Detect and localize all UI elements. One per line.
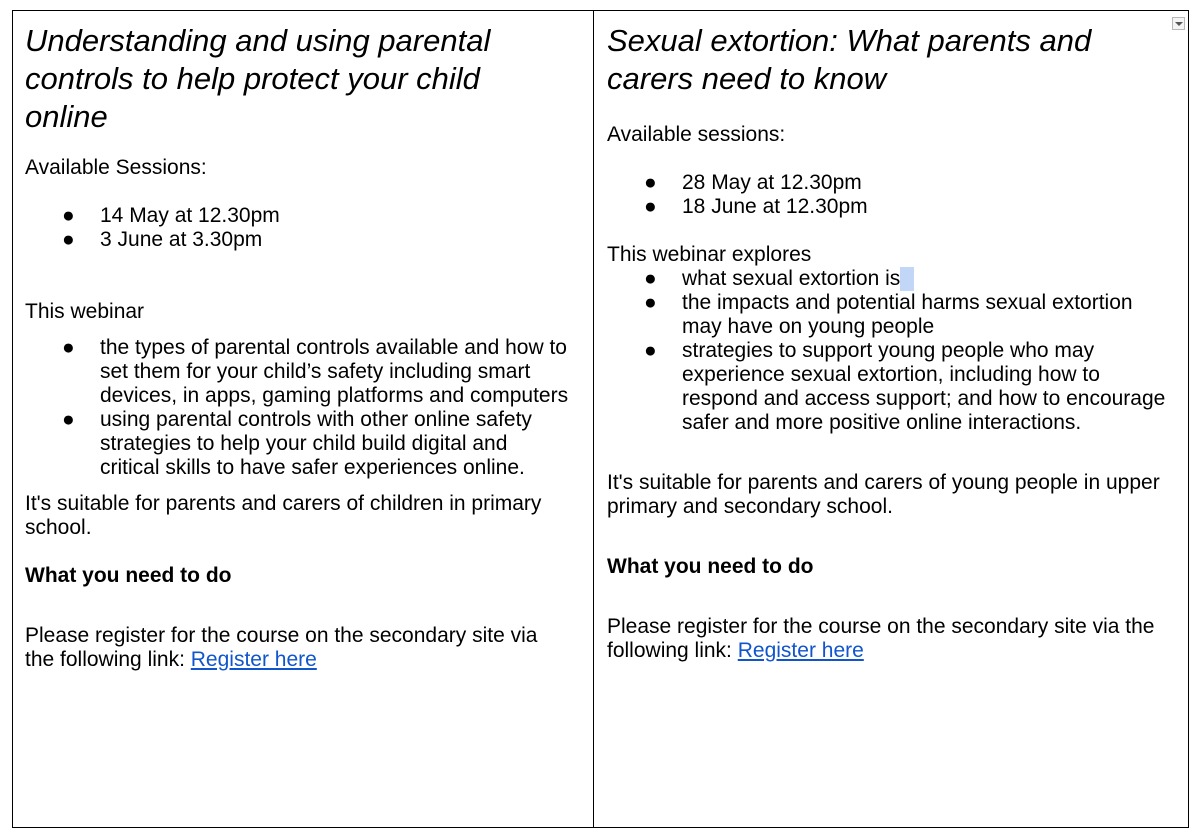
bullet-icon: ●	[62, 204, 75, 227]
list-item: ● what sexual extortion is	[607, 267, 1172, 291]
bullet-icon: ●	[644, 171, 657, 194]
sessions-list	[25, 204, 570, 252]
list-item: ● using parental controls with other online safety strategies to help your child build digital and critical skills to have safer experiences online.	[62, 408, 532, 479]
topics-list	[607, 267, 1172, 435]
list-item: ● 3 June at 3.30pm	[62, 228, 263, 251]
bullet-icon: ●	[644, 291, 657, 314]
suitability-text: It's suitable for parents and carers of young people in upper primary and secondary school.	[607, 471, 1160, 518]
bullet-icon: ●	[644, 267, 657, 290]
list-item: ● the impacts and potential harms sexual extortion may have on young people	[644, 291, 1133, 338]
register-paragraph: Please register for the course on the secondary site via the following link: Register here	[25, 624, 538, 671]
list-item: ● 14 May at 12.30pm	[62, 204, 280, 227]
list-item: ● 18 June at 12.30pm	[644, 195, 868, 218]
bullet-icon: ●	[644, 339, 657, 362]
dropdown-arrow-icon[interactable]	[1172, 17, 1185, 30]
topics-list	[25, 336, 570, 480]
suitability-text: It's suitable for parents and carers of children in primary school.	[25, 492, 542, 539]
todo-heading: What you need to do	[25, 564, 232, 587]
column-divider	[593, 10, 594, 828]
bullet-icon: ●	[62, 408, 75, 431]
todo-heading: What you need to do	[607, 555, 814, 578]
list-item: ● the types of parental controls available and how to set them for your child’s safety including smart devices, in apps, gaming platforms and computers	[62, 336, 569, 407]
sessions-label: Available sessions:	[607, 123, 786, 146]
list-item: ● strategies to support young people who may experience sexual extortion, including how to respond and access support; and how to encourage safer and more positive online interactions.	[644, 339, 1166, 434]
list-item: ● 28 May at 12.30pm	[644, 171, 862, 194]
sessions-label: Available Sessions:	[25, 156, 207, 179]
text-selection	[900, 267, 914, 291]
bullet-icon: ●	[62, 336, 75, 359]
bullet-icon: ●	[644, 195, 657, 218]
sessions-list	[607, 171, 1172, 219]
webinar-intro: This webinar explores	[607, 243, 812, 266]
table-cell-parental-controls[interactable]	[25, 22, 570, 672]
table-cell-sexual-extortion[interactable]	[607, 22, 1172, 663]
register-link[interactable]: Register here	[737, 639, 864, 662]
webinar-intro: This webinar	[25, 300, 145, 323]
webinar-title: Sexual extortion: What parents and carers need to know	[607, 23, 1092, 96]
bullet-icon: ●	[62, 228, 75, 251]
register-link[interactable]: Register here	[190, 648, 317, 671]
webinar-title: Understanding and using parental controls to help protect your child online	[25, 23, 491, 134]
register-paragraph: Please register for the course on the secondary site via the following link: Register here	[607, 615, 1155, 662]
